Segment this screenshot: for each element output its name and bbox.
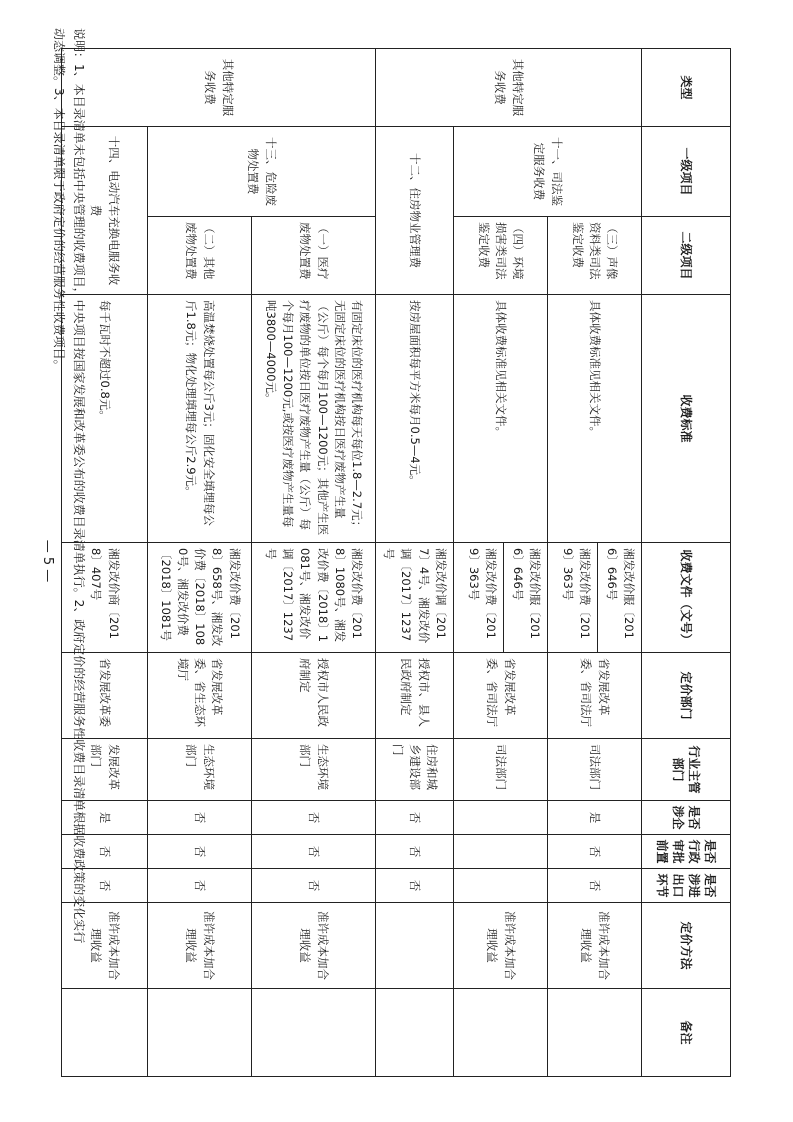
type-cell: 其他特定服务收费 — [62, 49, 376, 127]
header-method: 定价方法 — [642, 903, 731, 989]
header-enterprise: 是否涉企 — [642, 801, 731, 835]
method-cell: 准许成本加合理收益 — [454, 903, 548, 989]
import-export-cell — [454, 869, 548, 903]
remark-cell — [376, 989, 454, 1077]
remark-cell — [252, 989, 376, 1077]
pricing-dept-cell: 省发展改革委、省生态环境厅 — [148, 653, 252, 739]
approval-cell: 否 — [62, 835, 148, 869]
method-cell: 准许成本加合理收益 — [62, 903, 148, 989]
header-approval: 是否行政审批前置 — [642, 835, 731, 869]
enterprise-cell: 否 — [148, 801, 252, 835]
header-pricing-dept: 定价部门 — [642, 653, 731, 739]
header-row — [642, 49, 731, 1077]
level1-cell: 十二、住房物业管理费 — [376, 127, 454, 295]
standard-cell: 有固定床位的医疗机构每天每位1.8—2.7元；无固定床位的医疗机构按日医疗废物产生量（公斤）每个每月100—1200元；其他产生医疗废物的单位按日医疗废物产生量（公斤）每个每月100—1200元,或按医疗废物产生量每吨3800—4000元。 — [252, 295, 376, 543]
level1-cell: 十三、危险废物处置费 — [148, 127, 376, 217]
doc-cell — [454, 543, 548, 653]
header-level1: 一级项目 — [642, 127, 731, 217]
industry-dept-cell: 司法部门 — [548, 739, 642, 801]
import-export-cell: 否 — [148, 869, 252, 903]
import-export-cell: 否 — [62, 869, 148, 903]
level2-cell: （四）环境损害类司法鉴定收费 — [454, 217, 548, 295]
table-row — [376, 49, 454, 1077]
standard-cell: 高温焚烧处置每公斤3元；固化安全填埋每公斤1.8元；物化处理填埋每公斤2.9元。 — [148, 295, 252, 543]
table-row — [252, 49, 376, 1077]
doc-line: 湘发改价费〔2019〕363号 — [467, 548, 499, 639]
industry-dept-cell: 发展改革部门 — [62, 739, 148, 801]
footnote-line: 动态调整。3、本目录清单限于政府定价的经营服务性收费项目。 — [52, 28, 67, 372]
standard-cell: 具体收费标准见相关文件。 — [548, 295, 642, 543]
enterprise-cell: 否 — [252, 801, 376, 835]
level2-cell: （一）医疗废物处置费 — [252, 217, 376, 295]
header-standard: 收费标准 — [642, 295, 731, 543]
header-level2: 二级项目 — [642, 217, 731, 295]
level1-cell: 十四、电动汽车充换电服务收费 — [62, 127, 148, 295]
remark-cell — [548, 989, 642, 1077]
import-export-cell: 否 — [548, 869, 642, 903]
header-import-export: 是否涉进出口环节 — [642, 869, 731, 903]
enterprise-cell: 是 — [62, 801, 148, 835]
remark-cell — [454, 989, 548, 1077]
header-doc: 收费文件（文号） — [642, 543, 731, 653]
pricing-dept-cell: 省发展改革委、省司法厅 — [454, 653, 548, 739]
doc-line: 湘发改价服〔2016〕646号 — [504, 543, 548, 652]
doc-line: 湘发改价费〔2019〕363号 — [561, 548, 593, 639]
level2-cell: （三）声像资料类司法鉴定收费 — [548, 217, 642, 295]
doc-cell: 湘发改价调〔2017〕4号、湘发改价调〔2017〕1237号 — [376, 543, 454, 653]
method-cell: 准许成本加合理收益 — [252, 903, 376, 989]
enterprise-cell — [454, 801, 548, 835]
method-cell: 准许成本加合理收益 — [548, 903, 642, 989]
page-number: — 5 — — [40, 539, 55, 583]
approval-cell: 否 — [548, 835, 642, 869]
industry-dept-cell: 司法部门 — [454, 739, 548, 801]
pricing-dept-cell: 授权市人民政府制定 — [252, 653, 376, 739]
header-type: 类型 — [642, 49, 731, 127]
footnote-line: 说明：1、本目录清单未包括中央管理的收费项目，中央项目按国家发展和改革委公布的收费目录清单执行。2、政府定价的经营服务性收费目录清单根据收费政策的变化实行 — [72, 28, 86, 944]
header-remark: 备注 — [642, 989, 731, 1077]
standard-cell: 具体收费标准见相关文件。 — [454, 295, 548, 543]
doc-line: 湘发改价服〔2016〕646号 — [598, 543, 642, 652]
doc-cell — [548, 543, 642, 653]
method-cell — [376, 903, 454, 989]
industry-dept-cell: 住房和城乡建设部门 — [376, 739, 454, 801]
import-export-cell: 否 — [252, 869, 376, 903]
standard-cell: 每千瓦时不超过0.8元。 — [62, 295, 148, 543]
standard-cell: 按房屋面积每平方米每月0.5—4元。 — [376, 295, 454, 543]
table-row — [548, 49, 642, 1077]
method-cell: 准许成本加合理收益 — [148, 903, 252, 989]
level1-cell: 十一、司法鉴定服务收费 — [454, 127, 642, 217]
enterprise-cell: 是 — [548, 801, 642, 835]
type-cell: 其他特定服务收费 — [376, 49, 642, 127]
industry-dept-cell: 生态环境部门 — [148, 739, 252, 801]
industry-dept-cell: 生态环境部门 — [252, 739, 376, 801]
pricing-dept-cell: 省发展改革委、省司法厅 — [548, 653, 642, 739]
pricing-dept-cell: 省发展改革委 — [62, 653, 148, 739]
import-export-cell: 否 — [376, 869, 454, 903]
approval-cell: 否 — [376, 835, 454, 869]
fee-catalog-table — [61, 48, 731, 1077]
doc-cell: 湘发改价费〔2018〕1080号、湘发改价费〔2018〕1081号、湘发改价调〔2017〕1237号 — [252, 543, 376, 653]
approval-cell: 否 — [148, 835, 252, 869]
remark-cell — [148, 989, 252, 1077]
header-industry-dept: 行业主管部门 — [642, 739, 731, 801]
approval-cell: 否 — [252, 835, 376, 869]
level2-cell: （二）其他废物处置费 — [148, 217, 252, 295]
pricing-dept-cell: 授权市、县人民政府制定 — [376, 653, 454, 739]
doc-cell: 湘发改价费〔2018〕658号、湘发改价费〔2018〕1080号、湘发改价费〔2018〕1081号 — [148, 543, 252, 653]
enterprise-cell: 否 — [376, 801, 454, 835]
doc-cell: 湘发改价商〔2018〕407号 — [62, 543, 148, 653]
approval-cell — [454, 835, 548, 869]
